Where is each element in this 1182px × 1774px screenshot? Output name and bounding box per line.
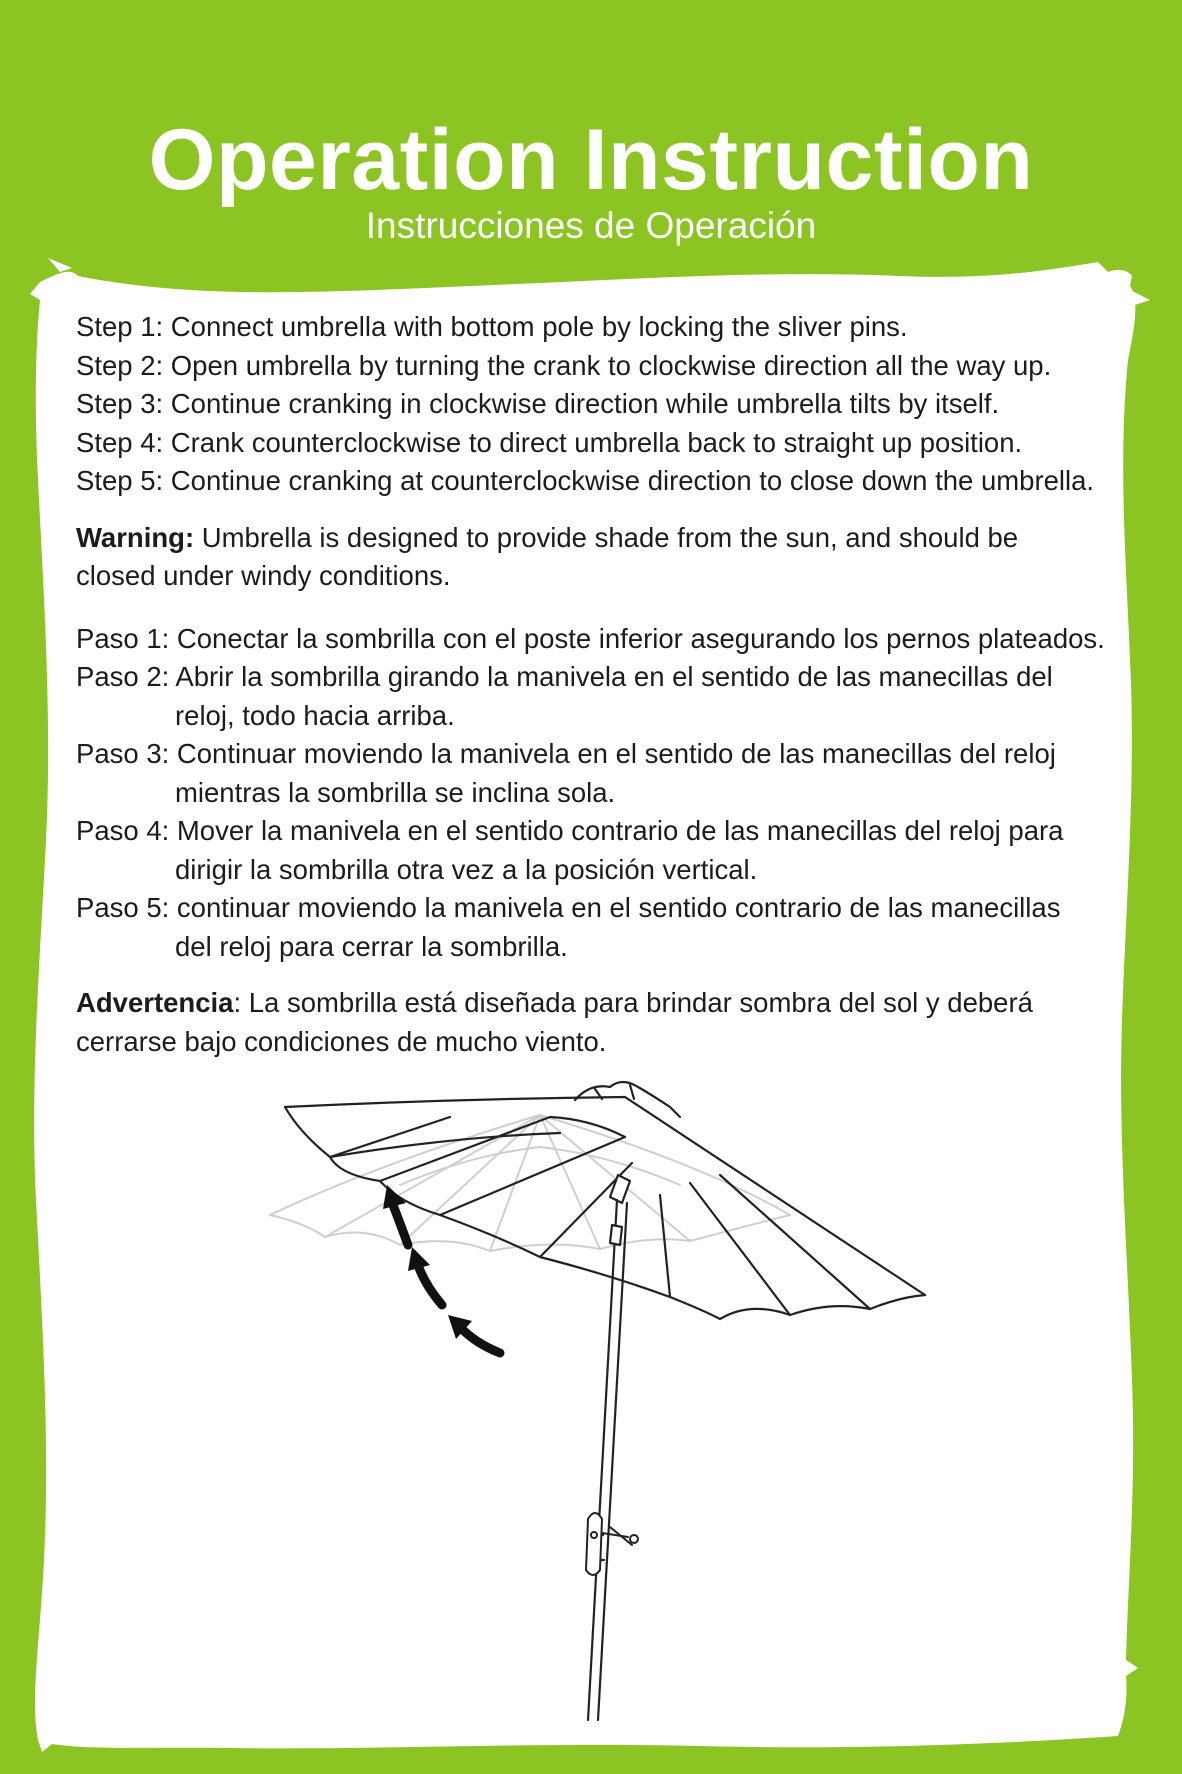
crank-handle xyxy=(586,1513,638,1575)
spanish-warning-text: : La sombrilla está diseñada para brindar sombra del sol y deberá xyxy=(233,987,1033,1018)
spanish-step-3: Paso 3: Continuar moviendo la manivela en el sentido de las manecillas del reloj xyxy=(76,738,1056,769)
english-step-5: Step 5: Continue cranking at counterclockwise direction to close down the umbrella. xyxy=(76,465,1095,496)
spanish-step-2-continued: reloj, todo hacia arriba. xyxy=(175,699,455,731)
arrow-icon xyxy=(383,1185,408,1245)
arrow-icon xyxy=(448,1315,500,1353)
tilting-umbrella-illustration xyxy=(250,1075,950,1725)
spanish-warning-label: Advertencia xyxy=(76,987,234,1018)
tilt-direction-arrows xyxy=(383,1185,500,1353)
umbrella-pole xyxy=(588,1200,627,1720)
instructions-content xyxy=(76,308,1156,1061)
spanish-step-1: Paso 1: Conectar la sombrilla con el poste inferior asegurando los pernos plateados. xyxy=(76,622,1105,654)
english-steps xyxy=(76,308,1156,501)
spanish-step-5-continued: del reloj para cerrar la sombrilla. xyxy=(175,930,568,962)
english-step-4: Step 4: Crank counterclockwise to direct umbrella back to straight up position. xyxy=(76,426,1023,458)
spanish-steps xyxy=(76,620,1156,967)
english-warning-text-continued: closed under windy conditions. xyxy=(76,560,451,591)
english-step-3: Step 3: Continue cranking in clockwise direction while umbrella tilts by itself. xyxy=(76,388,1000,419)
english-step-2: Step 2: Open umbrella by turning the crank to clockwise direction all the way up. xyxy=(76,349,1052,381)
english-warning xyxy=(76,519,1156,596)
spanish-step-4-continued: dirigir la sombrilla otra vez a la posición vertical. xyxy=(175,853,758,885)
page-title: Operation Instruction xyxy=(148,112,1034,208)
spanish-step-5: Paso 5: continuar moviendo la manivela en el sentido contrario de las manecillas xyxy=(76,892,1061,923)
arrow-icon xyxy=(408,1247,442,1305)
spanish-step-2: Paso 2: Abrir la sombrilla girando la manivela en el sentido de las manecillas del xyxy=(76,661,1053,692)
english-step-1: Step 1: Connect umbrella with bottom pole by locking the sliver pins. xyxy=(76,311,908,342)
tilted-canopy xyxy=(285,1082,925,1319)
page-subtitle: Instrucciones de Operación xyxy=(365,205,817,246)
spanish-warning-text-continued: cerrarse bajo condiciones de mucho viento. xyxy=(76,1025,607,1057)
spanish-warning xyxy=(76,984,1156,1061)
spanish-step-3-continued: mientras la sombrilla se inclina sola. xyxy=(175,776,616,808)
spanish-step-4: Paso 4: Mover la manivela en el sentido contrario de las manecillas del reloj para xyxy=(76,815,1064,846)
english-warning-text: Umbrella is designed to provide shade from the sun, and should be xyxy=(194,521,1019,553)
english-warning-label: Warning: xyxy=(76,521,195,553)
